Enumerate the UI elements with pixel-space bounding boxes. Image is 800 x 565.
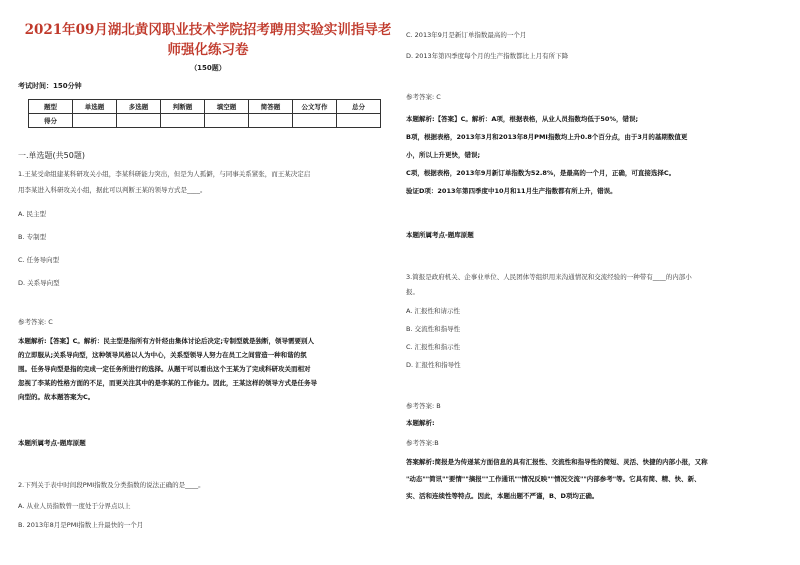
title-line-2: 师强化练习卷	[167, 42, 249, 58]
score-cell	[205, 114, 249, 128]
question-1	[18, 169, 398, 450]
right-column	[406, 0, 778, 505]
q1-answer: 参考答案: C	[18, 318, 53, 326]
q1-option-d: D. 关系导向型	[18, 279, 60, 287]
q2-analysis-line: 本题解析:【答案】C。解析：A项，根据表格，从业人员指数均低于50%，错误;	[406, 115, 639, 123]
score-table	[28, 99, 381, 128]
q3-option-d: D. 汇报性和指导性	[406, 360, 461, 369]
score-cell	[293, 114, 337, 128]
q3-answer-2: 参考答案:B	[406, 439, 439, 447]
q2-option-c: C. 2013年9月是新订单指数最高的一个月	[406, 31, 527, 39]
score-cell	[117, 114, 161, 128]
q1-analysis-line: 向型的。故本题答案为C。	[18, 393, 95, 401]
header-cell: 简答题	[249, 100, 293, 114]
header-cell: 判断题	[161, 100, 205, 114]
q1-analysis-line: 围。任务导向型是指的完成一定任务所进行的选择。从题干可以看出这个王某为了完成科研攻关而相对	[18, 365, 311, 373]
q2-option-a: A. 从业人员指数曾一度处于分界点以上	[18, 502, 131, 510]
q3-analysis-line: 答案解析:简报是为传递某方面信息的具有汇报性、交流性和指导性的简短、灵活、快捷的内部小报，又称	[406, 458, 708, 466]
q3-analysis	[406, 454, 778, 505]
q2-analysis-line: C项，根据表格，2013年9月新订单指数为52.8%，是最高的一个月，正确，可直接选择C。	[406, 169, 676, 177]
left-column	[18, 0, 398, 529]
header-cell: 单选题	[73, 100, 117, 114]
document-title	[18, 20, 398, 60]
q3-option-c: C. 汇报性和指示性	[406, 342, 461, 351]
q3-stem-line-1: 3.简报是政府机关、企事业单位、人民团体等组织用来沟通情况和交流经验的一种带有____的内部小	[406, 272, 692, 281]
q1-analysis-line: 的立即服从;关系导向型，这种领导风格以人为中心，关系型领导人努力在员工之间营造一种和谐的氛	[18, 351, 307, 359]
score-cell	[73, 114, 117, 128]
q3-option-a: A. 汇报性和请示性	[406, 306, 460, 315]
q1-option-b: B. 专制型	[18, 233, 47, 241]
header-cell: 题型	[29, 100, 73, 114]
q1-analysis-line: 忽视了李某的性格方面的不足，而更关注其中的是李某的工作能力。因此，王某这样的领导方式是任务导	[18, 379, 317, 387]
q2-analysis-line: 验证D项：2013年第四季度中10月和11月生产指数都有所上升，错误。	[406, 187, 617, 195]
score-cell	[249, 114, 293, 128]
q3-answer: 参考答案: B	[406, 401, 441, 410]
exam-time: 考试时间：150分钟	[18, 82, 82, 90]
q3-option-b: B. 交流性和指导性	[406, 324, 461, 333]
q1-option-a: A. 民主型	[18, 210, 46, 218]
q3-analysis-line: "动态""简讯""要情""摘报""工作通讯""情况反映""情况交流""内部参考"等。它具有简、精、快、新、	[406, 475, 701, 483]
q3-stem-line-2: 报。	[406, 288, 419, 296]
q1-stem-line-2: 用李某进入科研攻关小组，据此可以判断王某的领导方式是____。	[18, 185, 207, 194]
q2-analysis-line: B项，根据表格，2013年3月和2013年8月PMI指数均上升0.8个百分点，由于3月的基期数值更	[406, 133, 688, 141]
question-count: （150题）	[190, 64, 226, 72]
header-cell: 多选题	[117, 100, 161, 114]
score-header-row	[29, 100, 381, 114]
q1-analysis	[18, 334, 398, 404]
q2-answer: 参考答案: C	[406, 93, 441, 101]
header-cell: 填空题	[205, 100, 249, 114]
q2-option-b: B. 2013年8月是PMI指数上升最快的一个月	[18, 521, 144, 529]
q1-topic: 本题所属考点-题库原题	[18, 439, 86, 447]
score-label-cell: 得分	[29, 114, 73, 128]
q1-option-c: C. 任务导向型	[18, 256, 60, 264]
score-cell	[161, 114, 205, 128]
q1-stem-line-1: 1.王某受命组建某科研攻关小组，李某科研能力突出，但是为人孤僻，与同事关系紧张，而王某决定启	[18, 170, 311, 178]
header-cell: 总分	[337, 100, 381, 114]
q2-analysis	[406, 110, 778, 200]
question-2-start	[18, 480, 398, 530]
q2-stem: 2.下列关于表中时间段PMI指数及分类指数的说法正确的是____。	[18, 480, 205, 489]
header-cell: 公文写作	[293, 100, 337, 114]
q3-analysis-line: 实、活和连续性等特点。因此，本题出题不严谨，B、D项均正确。	[406, 492, 599, 500]
score-cell	[337, 114, 381, 128]
q2-analysis-line: 小，所以上升更快，错误;	[406, 151, 481, 159]
q3-analysis-label: 本题解析:	[406, 418, 435, 427]
q1-analysis-line: 本题解析:【答案】C。解析：民主型是指所有方针经由集体讨论后决定;专制型就是独断，领导需要别人	[18, 337, 314, 345]
score-value-row	[29, 114, 381, 128]
title-line-1: 2021年09月湖北黄冈职业技术学院招考聘用实验实训指导老	[24, 22, 392, 38]
q2-topic: 本题所属考点-题库原题	[406, 231, 474, 239]
q2-option-d: D. 2013年第四季度每个月的生产指数都比上月有所下降	[406, 52, 569, 60]
question-3	[406, 272, 778, 506]
section-heading: 一.单选题(共50题)	[18, 151, 85, 160]
